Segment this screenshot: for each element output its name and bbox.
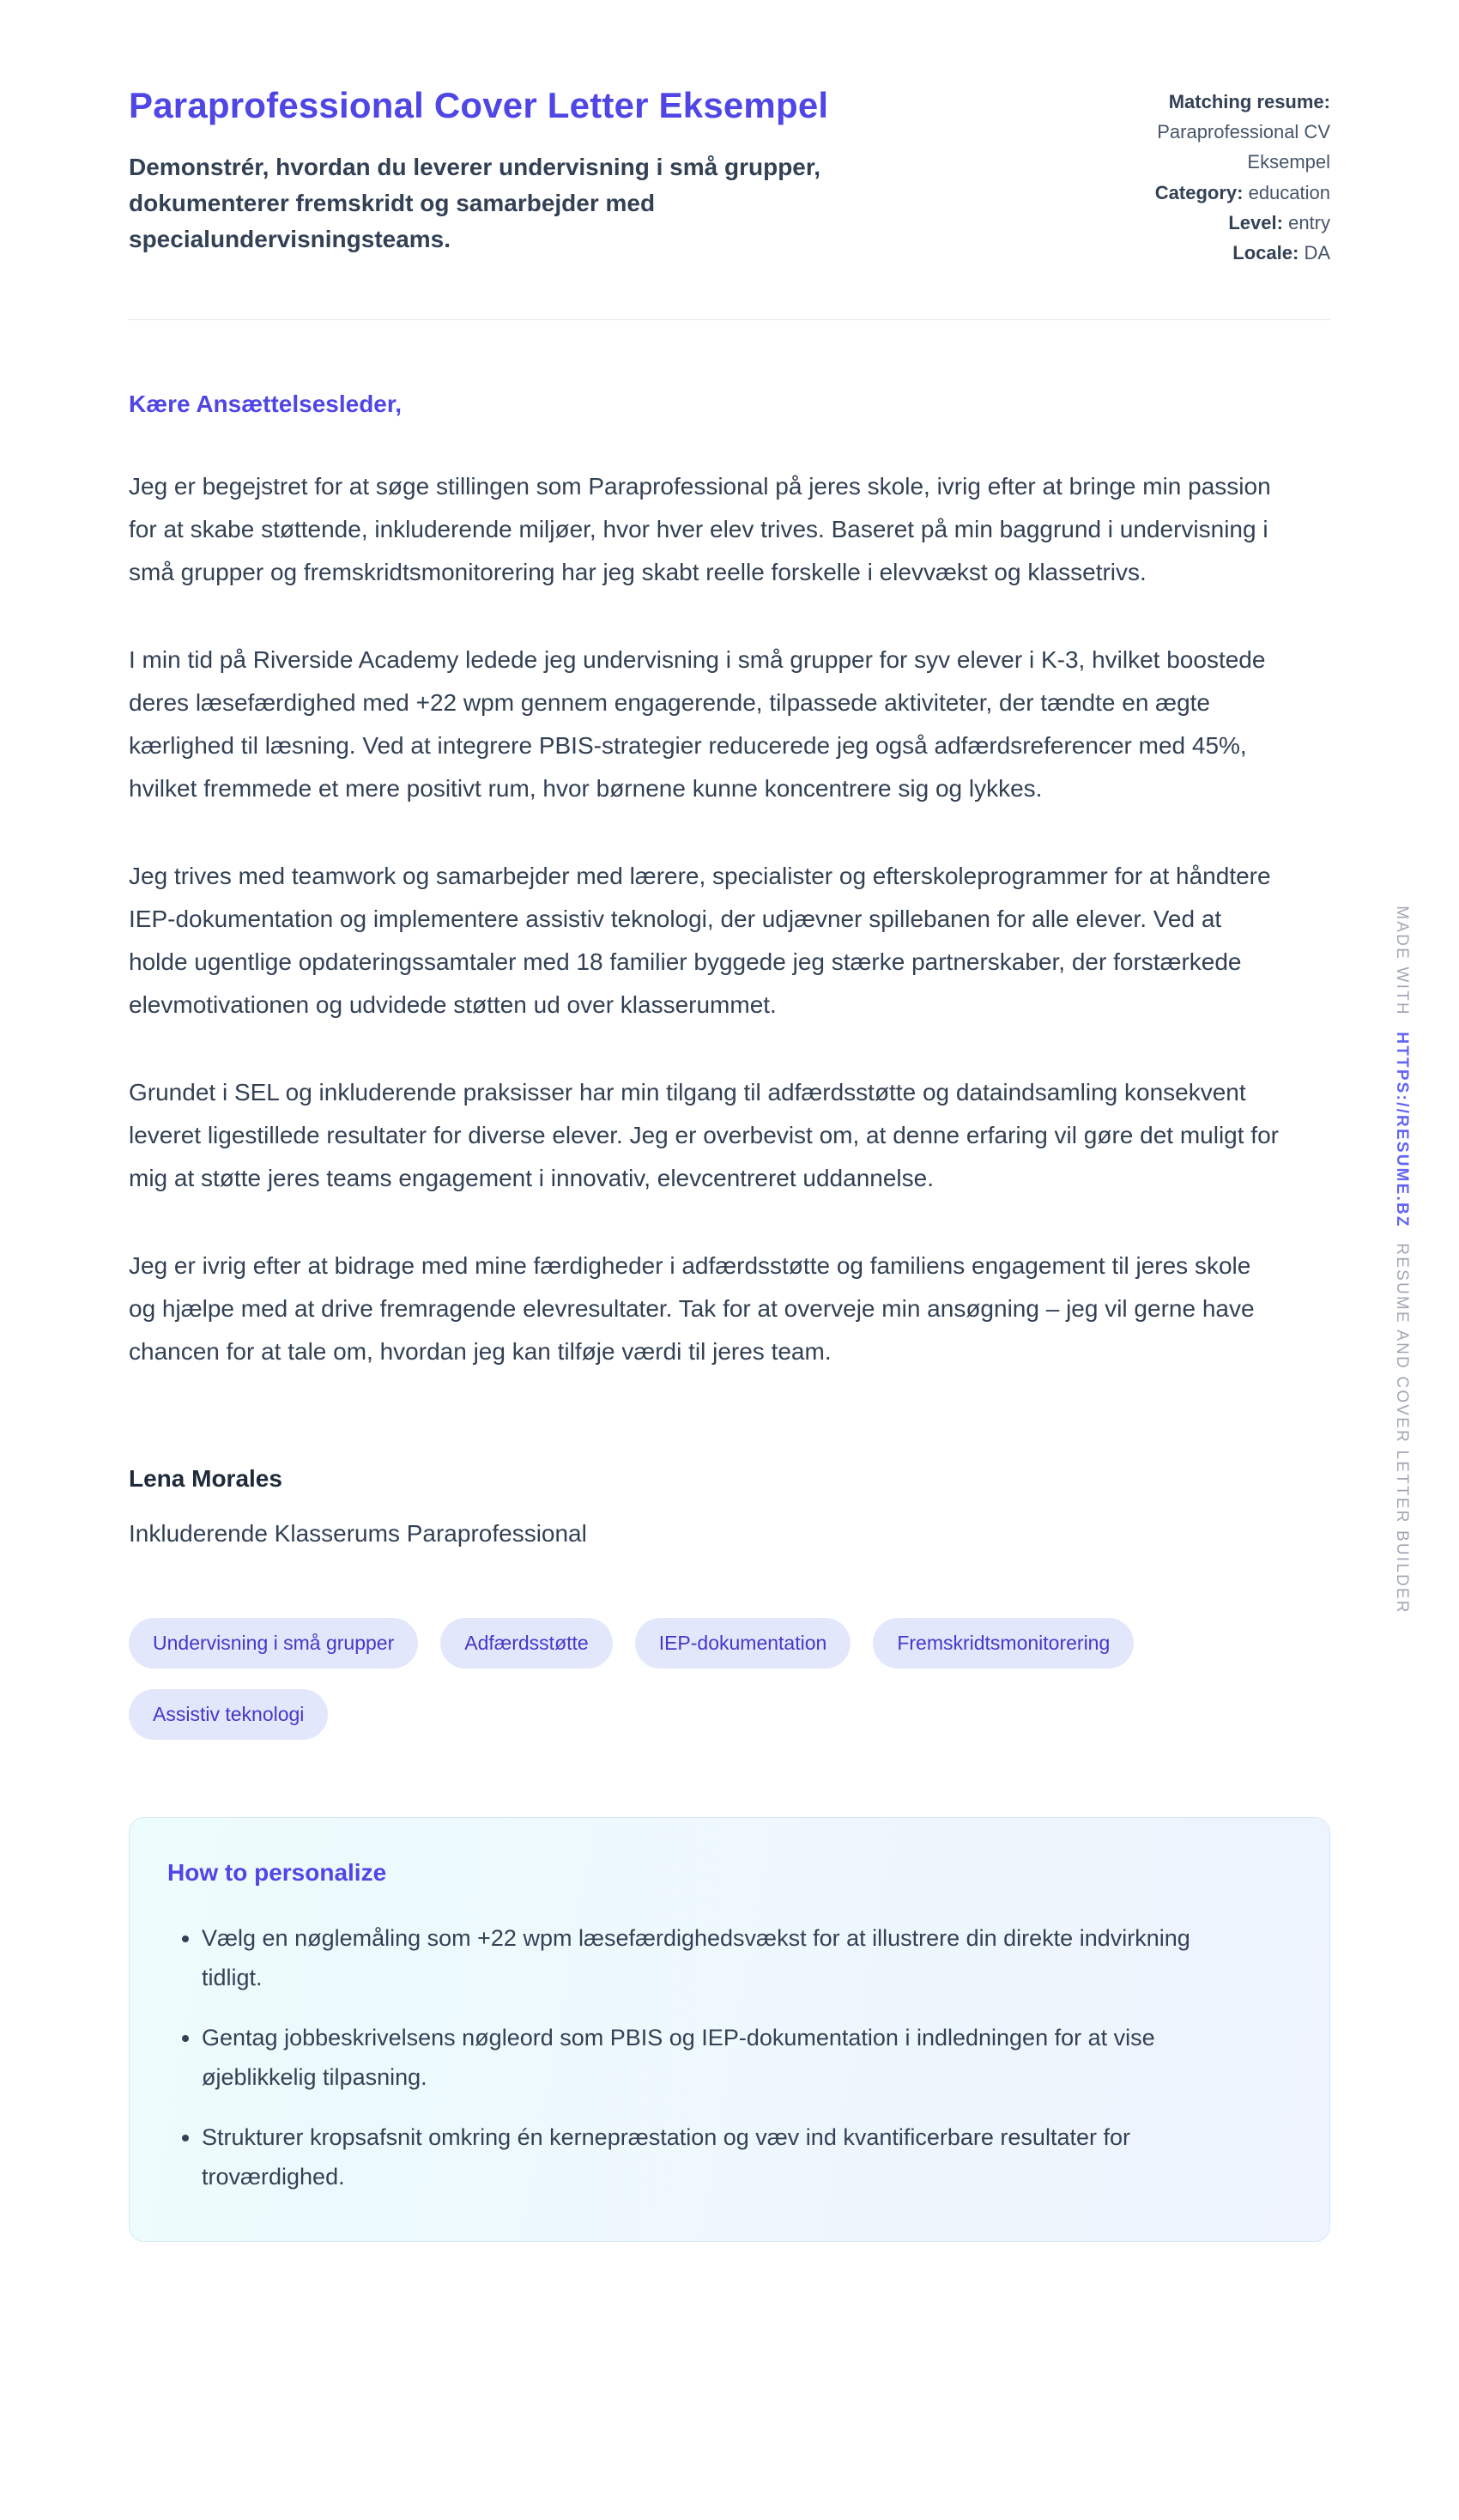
letter-paragraph: Jeg er ivrig efter at bidrage med mine færdigheder i adfærdsstøtte og familiens engagement til jeres skole og hjælpe med at drive fremragende elevresultater. Tak for at overveje min ansøgning – jeg vil gerne have chancen for at tale om, hvordan jeg kan tilføje værdi til jeres team. <box>129 1251 1255 1365</box>
category-value: education <box>1248 181 1330 203</box>
made-with-label: MADE WITH <box>1393 906 1411 1016</box>
letter-paragraph: Jeg trives med teamwork og samarbejder med lærere, specialister og efterskoleprogrammer for at håndtere IEP-dokumentation og implementere assistiv teknologi, der udjævner spillebanen for alle elever. Ved at holde ugentlige opdateringssamtaler med 18 familier byggede jeg stærke partnerskaber, der forstærkede elevmotivationen og udvidede støtten ud over klasserummet. <box>129 862 1271 1018</box>
tip-item: • Gentag jobbeskrivelsens nøgleord som PBIS og IEP-dokumentation i indledningen for at vise øjeblikkelig tilpasning. <box>202 2018 1240 2097</box>
meta-category-row <box>1116 178 1330 208</box>
personalize-heading: How to personalize <box>167 1859 387 1887</box>
skill-tag[interactable]: Undervisning i små grupper <box>129 1618 418 1669</box>
skill-tag[interactable]: Fremskridtsmonitorering <box>873 1618 1134 1669</box>
skill-tag[interactable]: Adfærdsstøtte <box>440 1618 612 1669</box>
signature-title: Inkluderende Klasserums Paraprofessional <box>129 1519 587 1547</box>
header-text-block <box>129 82 1116 257</box>
personalize-tips <box>167 1918 1292 2196</box>
letter-paragraph: Grundet i SEL og inkluderende praksisser har min tilgang til adfærdsstøtte og dataindsamling konsekvent leveret ligestillede resultater for diverse elever. Jeg er overbevist om, at denne erfaring vil gøre det muligt for mig at støtte jeres teams engagement i innovativ, elevcentreret uddannelse. <box>129 1078 1279 1191</box>
personalize-box <box>129 1817 1330 2241</box>
matching-resume-label: Matching resume: <box>1168 91 1330 112</box>
skill-tag[interactable]: Assistiv teknologi <box>129 1689 328 1740</box>
meta-locale-row <box>1116 238 1330 268</box>
salutation: Kære Ansættelsesleder, <box>129 391 402 418</box>
skill-tags <box>129 1618 1283 1740</box>
level-label: Level: <box>1228 211 1283 233</box>
resume-bz-link[interactable]: HTTPS://RESUME.BZ <box>1393 1031 1411 1228</box>
meta-matching-label <box>1116 87 1330 117</box>
letter-paragraph: I min tid på Riverside Academy ledede jeg undervisning i små grupper for syv elever i K-3, hvilket boostede deres læsefærdighed med +22 wpm gennem engagerende, tilpassede aktiviteter, der tændte en ægte kærlighed til læsning. Ved at integrere PBIS-strategier reducerede jeg også adfærdsreferencer med 45%, hvilket fremmede et mere positivt rum, hvor børnene kunne koncentrere sig og lykkes. <box>129 645 1266 802</box>
tip-item: • Vælg en nøglemåling som +22 wpm læsefærdighedsvækst for at illustrere din direkte indvirkning tidligt. <box>202 1918 1240 1997</box>
builder-label: RESUME AND COVER LETTER BUILDER <box>1393 1243 1411 1614</box>
meta-matching-value: Paraprofessional CV Eksempel <box>1157 121 1330 173</box>
category-label: Category: <box>1154 181 1244 203</box>
resume-meta <box>1116 82 1330 268</box>
level-value: entry <box>1288 211 1330 233</box>
signature-name: Lena Morales <box>129 1464 282 1492</box>
watermark <box>1392 906 1411 1614</box>
divider <box>129 319 1330 320</box>
page-title: Paraprofessional Cover Letter Eksempel <box>129 85 829 125</box>
letter-paragraph: Jeg er begejstret for at søge stillingen som Paraprofessional på jeres skole, ivrig efter at bringe min passion for at skabe støttende, inkluderende miljøer, hvor hver elev trives. Baseret på min baggrund i undervisning i små grupper og fremskridtsmonitorering har jeg skabt reelle forskelle i elevvækst og klassetrivs. <box>129 472 1271 585</box>
page-subtitle: Demonstrér, hvordan du leverer undervisning i små grupper, dokumenterer fremskridt og samarbejder med specialundervisningsteams. <box>129 153 820 252</box>
header <box>129 82 1330 268</box>
skill-tag[interactable]: IEP-dokumentation <box>635 1618 851 1669</box>
meta-level-row <box>1116 208 1330 238</box>
cover-letter-body <box>129 389 1330 1549</box>
tip-item: • Strukturer kropsafsnit omkring én kernepræstation og væv ind kvantificerbare resultater for troværdighed. <box>202 2117 1240 2196</box>
locale-value: DA <box>1304 241 1330 264</box>
locale-label: Locale: <box>1232 241 1299 264</box>
signature-block <box>129 1463 1330 1550</box>
